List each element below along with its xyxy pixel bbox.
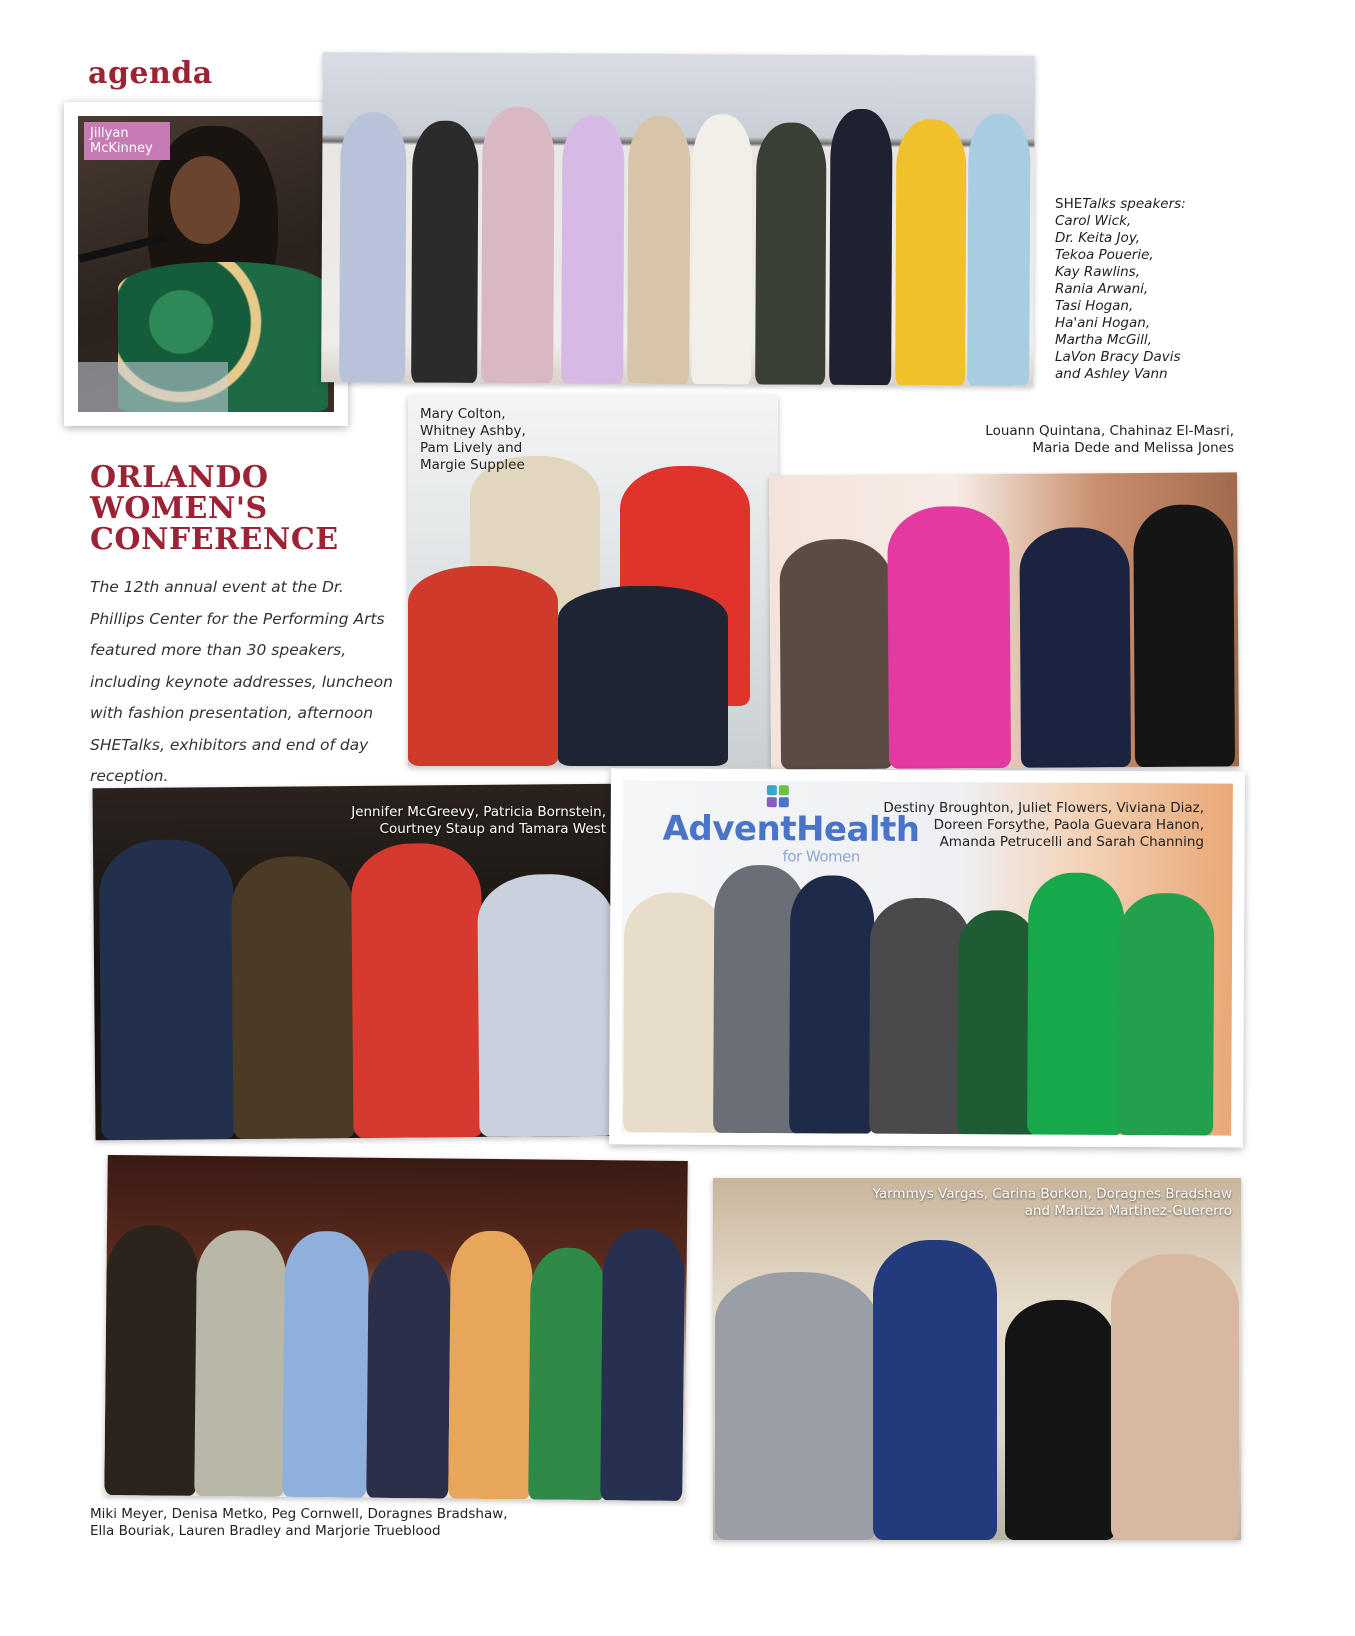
headline-line: CONFERENCE (90, 522, 339, 557)
caption-line: Martha McGill, (1055, 332, 1152, 348)
woman-3 (789, 875, 874, 1133)
woman-1 (715, 1272, 877, 1540)
caption-line: Doreen Forsythe, Paola Guevara Hanon, (933, 817, 1204, 833)
headline-line: ORLANDO (90, 460, 269, 495)
woman-3 (282, 1231, 369, 1498)
quintana-caption (900, 423, 1234, 457)
keynote-name-label: Jillyan McKinney (84, 122, 170, 160)
keynote-photo-frame (64, 102, 348, 426)
woman-5 (957, 910, 1038, 1134)
woman-4 (1133, 504, 1235, 767)
meyer-photo (104, 1155, 688, 1501)
caption-line: Margie Supplee (420, 457, 525, 473)
speaker-5 (627, 116, 690, 384)
woman-5 (448, 1231, 533, 1500)
woman-3 (1005, 1300, 1115, 1540)
speaker-7 (755, 122, 826, 384)
woman-2 (194, 1230, 287, 1497)
woman-2 (873, 1240, 997, 1540)
speaker-9 (895, 119, 966, 385)
caption-line: Mary Colton, (420, 406, 506, 422)
quintana-photo (769, 472, 1239, 769)
woman-3 (351, 843, 484, 1138)
woman-4 (366, 1250, 451, 1499)
woman-1 (623, 892, 724, 1133)
shetalks-caption (1055, 196, 1225, 383)
meyer-caption (90, 1506, 650, 1540)
caption-line: Destiny Broughton, Juliet Flowers, Viviana Diaz, (883, 800, 1204, 816)
woman-3 (408, 566, 558, 766)
speaker-10 (967, 114, 1030, 386)
caption-line: Jennifer McGreevy, Patricia Bornstein, (351, 804, 606, 820)
page-headline (90, 462, 390, 555)
caption-line: and Ashley Vann (1055, 366, 1168, 382)
shetalks-caption-prefix: SHE (1055, 196, 1083, 212)
caption-line: Ella Bouriak, Lauren Bradley and Marjorie Trueblood (90, 1523, 441, 1539)
advent-logo-sub: for Women (782, 847, 860, 866)
woman-7 (600, 1228, 685, 1501)
caption-line: Miki Meyer, Denisa Metko, Peg Cornwell, Doragnes Bradshaw, (90, 1506, 508, 1522)
speaker-4 (561, 115, 624, 383)
caption-line: Whitney Ashby, (420, 423, 526, 439)
caption-line: Tekoa Pouerie, (1055, 247, 1154, 263)
keynote-photo (78, 116, 334, 412)
mcgreevy-caption (300, 804, 606, 838)
shetalks-caption-title: Talks speakers: (1082, 196, 1186, 212)
speaker-face (170, 156, 240, 244)
caption-line: Pam Lively and (420, 440, 523, 456)
shetalks-photo (321, 52, 1035, 386)
caption-line: Rania Arwani, (1055, 281, 1149, 297)
caption-line: Carol Wick, (1055, 213, 1132, 229)
woman-6 (1027, 873, 1124, 1135)
caption-line: and Maritza Martinez-Guererro (1024, 1203, 1232, 1219)
speaker-2 (411, 121, 478, 383)
section-label: agenda (88, 56, 213, 91)
caption-line: Ha'ani Hogan, (1055, 315, 1151, 331)
caption-line: Amanda Petrucelli and Sarah Channing (939, 834, 1204, 850)
podium (78, 362, 228, 412)
speaker-1 (339, 112, 406, 382)
speaker-8 (829, 109, 892, 385)
caption-line: Louann Quintana, Chahinaz El-Masri, (985, 423, 1234, 439)
woman-3 (1019, 527, 1131, 768)
woman-4 (1111, 1254, 1239, 1540)
vargas-caption (850, 1186, 1232, 1220)
headline-line: WOMEN'S (90, 491, 268, 526)
woman-4 (558, 586, 728, 766)
woman-1 (779, 539, 893, 770)
speaker-6 (691, 114, 752, 384)
woman-2 (887, 506, 1011, 769)
woman-2 (231, 856, 355, 1139)
caption-line: Dr. Keita Joy, (1055, 230, 1141, 246)
speaker-3 (481, 107, 554, 383)
advent-logo: AdventHealth (662, 808, 920, 850)
logo-mark-icon (767, 785, 789, 807)
woman-7 (1117, 893, 1214, 1135)
advent-caption (860, 800, 1204, 851)
intro-text: The 12th annual event at the Dr. Phillips Center for the Performing Arts featured more than 30 speakers, including keynote addresses, luncheon with fashion presentation, afternoon SHETalks, exhibitors and end of day reception. (90, 578, 393, 785)
woman-1 (104, 1225, 199, 1496)
caption-line: Tasi Hogan, (1055, 298, 1134, 314)
colton-caption (420, 406, 620, 474)
caption-line: Kay Rawlins, (1055, 264, 1141, 280)
caption-line: Yarmmys Vargas, Carina Borkon, Doragnes Bradshaw (872, 1186, 1232, 1202)
caption-line: LaVon Bracy Davis (1055, 349, 1181, 365)
woman-1 (99, 839, 236, 1140)
caption-line: Maria Dede and Melissa Jones (1032, 440, 1234, 456)
woman-4 (869, 898, 970, 1135)
woman-4 (477, 874, 615, 1137)
woman-6 (528, 1247, 607, 1500)
caption-line: Courtney Staup and Tamara West (379, 821, 606, 837)
vargas-photo (713, 1178, 1241, 1540)
